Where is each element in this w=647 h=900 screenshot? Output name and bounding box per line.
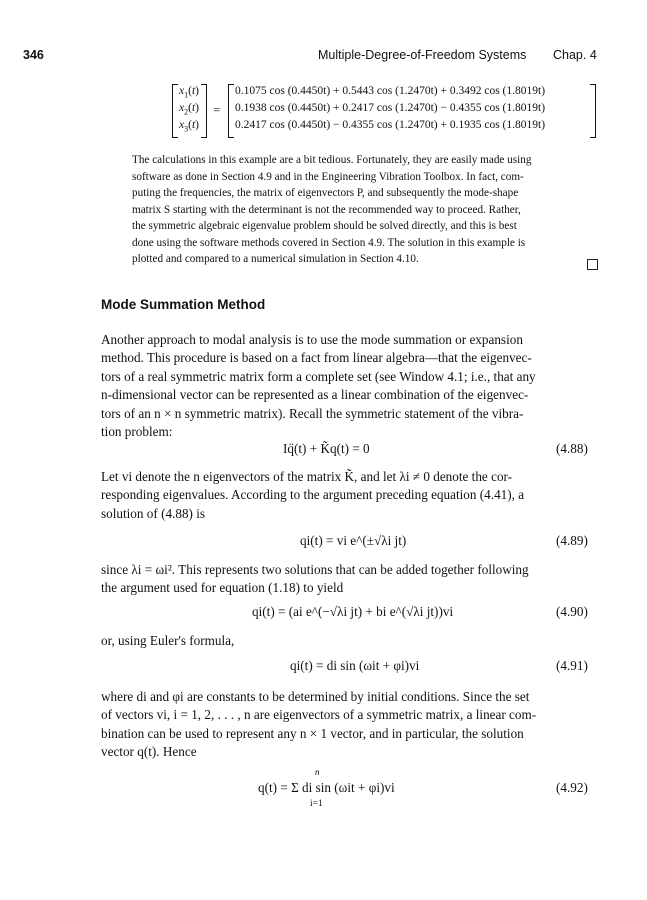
equation-number: (4.90) — [556, 604, 588, 619]
rhs-row-1: 0.1075 cos (0.4450t) + 0.5443 cos (1.2470t) + 0.3492 cos (1.8019t) — [235, 85, 546, 97]
note-line: The calculations in this example are a bit tedious. Fortunately, they are easily made using — [132, 154, 532, 166]
note-line: done using the software methods covered in Section 4.9. The solution in this example is — [132, 236, 526, 249]
note-line: matrix S starting with the determinant is not the recommended way to proceed. Rather, — [132, 203, 521, 216]
equation-4-90: qi(t) = (ai e^(−√λi jt) + bi e^(√λi jt))vi — [252, 604, 454, 619]
text-line: Another approach to modal analysis is to use the mode summation or expansion — [101, 332, 523, 347]
text-line: since λi = ωi². This represents two solutions that can be added together following — [101, 562, 529, 577]
end-of-example-box-icon — [587, 259, 598, 270]
lhs-row-3: $x_3(t)$ — [179, 119, 199, 134]
rhs-row-3: 0.2417 cos (0.4450t) − 0.4355 cos (1.2470t) + 0.1935 cos (1.8019t) — [235, 119, 546, 131]
text-line: solution of (4.88) is — [101, 505, 206, 521]
paragraph-constants — [101, 688, 598, 762]
section-title: Mode Summation Method — [101, 297, 266, 312]
text-line: the argument used for equation (1.18) to yield — [101, 580, 344, 596]
note-line: software as done in Section 4.9 and in the Engineering Vibration Toolbox. In fact, com- — [132, 170, 524, 183]
equation-number: (4.89) — [556, 533, 588, 548]
text-line: n-dimensional vector can be represented as a linear combination of the eigenvec- — [101, 387, 529, 403]
equation-4-89: qi(t) = vi e^(±√λi jt) — [300, 533, 407, 548]
paragraph-two-solutions — [101, 561, 598, 598]
text-line: where di and φi are constants to be determined by initial conditions. Since the set — [101, 689, 530, 704]
example-note — [132, 152, 598, 268]
rhs-row-2: 0.1938 cos (0.4450t) + 0.2417 cos (1.2470t) − 0.4355 cos (1.8019t) — [235, 102, 546, 114]
text-line: of vectors vi, i = 1, 2, . . . , n are eigenvectors of a symmetric matrix, a linear com- — [101, 707, 537, 723]
equation-4-92: q(t) = Σ di sin (ωit + φi)vi — [258, 780, 395, 795]
chapter-label: Chap. 4 — [553, 48, 597, 62]
paragraph-intro — [101, 331, 598, 441]
text-line: tors of a real symmetric matrix form a complete set (see Window 4.1; i.e., that any — [101, 368, 536, 384]
equation-4-88: Iq̈(t) + K̃q(t) = 0 — [283, 441, 370, 456]
equation-number: (4.91) — [556, 658, 588, 673]
note-line: puting the frequencies, the matrix of eigenvectors P, and subsequently the mode-shape — [132, 187, 519, 199]
text-line: bination can be used to represent any n × 1 vector, and in particular, the solution — [101, 725, 524, 741]
text-line: Let vi denote the n eigenvectors of the matrix K̃, and let λi ≠ 0 denote the cor- — [101, 469, 513, 484]
text-line: method. This procedure is based on a fact from linear algebra—that the eigenvec- — [101, 350, 532, 366]
running-title: Multiple-Degree-of-Freedom Systems — [318, 48, 527, 62]
page-number: 346 — [23, 48, 44, 62]
equation-number: (4.88) — [556, 441, 588, 456]
lhs-row-1: $x_1(t)$ — [179, 85, 199, 100]
text-line: tion problem: — [101, 424, 173, 440]
sum-lower-limit: i=1 — [310, 799, 323, 809]
paragraph-eigen — [101, 468, 598, 523]
sum-upper-limit: n — [315, 767, 320, 777]
text-line: responding eigenvalues. According to the argument preceding equation (4.41), a — [101, 487, 525, 503]
text-line: tors of an n × n symmetric matrix). Recall the symmetric statement of the vibra- — [101, 405, 524, 421]
lhs-row-2: $x_2(t)$ — [179, 102, 199, 117]
equation-number: (4.92) — [556, 780, 588, 795]
paragraph-euler: or, using Euler's formula, — [101, 633, 235, 648]
text-line: vector q(t). Hence — [101, 744, 197, 760]
matrix-equals: = — [213, 102, 221, 117]
note-line: plotted and compared to a numerical simulation in Section 4.10. — [132, 253, 419, 265]
note-line: the symmetric algebraic eigenvalue problem should be solved directly, and this is best — [132, 220, 517, 232]
equation-4-91: qi(t) = di sin (ωit + φi)vi — [290, 658, 420, 673]
